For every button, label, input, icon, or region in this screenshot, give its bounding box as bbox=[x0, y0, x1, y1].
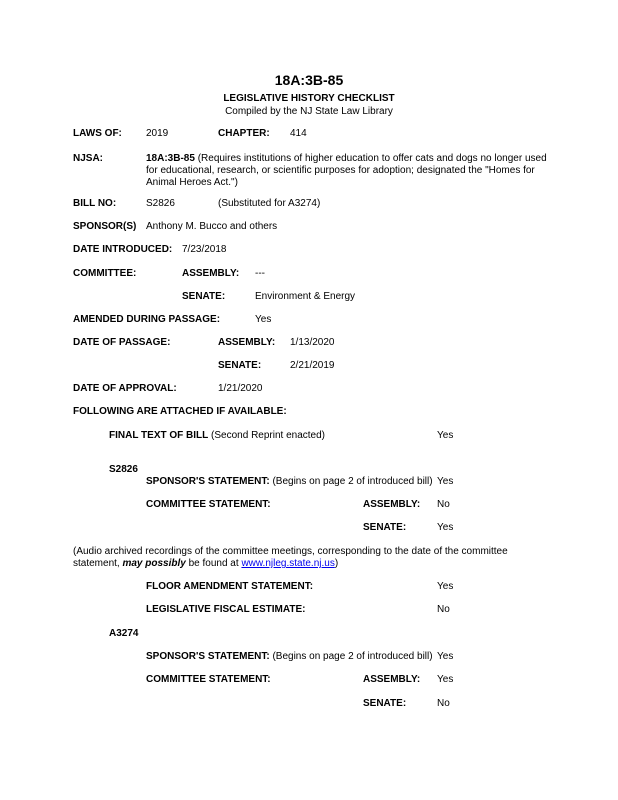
a3274-sponsor-label: SPONSOR'S STATEMENT: bbox=[146, 651, 270, 662]
chapter-value: 414 bbox=[290, 128, 307, 139]
njleg-link[interactable]: www.njleg.state.nj.us bbox=[241, 558, 335, 569]
s2826-senate-value: Yes bbox=[437, 522, 454, 533]
final-text-note: (Second Reprint enacted) bbox=[208, 430, 325, 441]
compiled-by: Compiled by the NJ State Law Library bbox=[225, 106, 393, 117]
audio-note-line1: (Audio archived recordings of the committee meetings, corresponding to the date of the committee bbox=[73, 546, 508, 557]
audio-note-text-a: statement, bbox=[73, 558, 123, 569]
floor-amendment-value: Yes bbox=[437, 581, 454, 592]
floor-amendment-label: FLOOR AMENDMENT STATEMENT: bbox=[146, 581, 314, 592]
s2826-sponsor-label: SPONSOR'S STATEMENT: bbox=[146, 476, 270, 487]
njsa-label: NJSA: bbox=[73, 153, 104, 164]
chapter-label: CHAPTER: bbox=[218, 128, 270, 139]
a3274-senate-label: SENATE: bbox=[363, 698, 407, 709]
njsa-desc-line2: for educational, research, or scientific purposes for adoption; designated the "Homes for bbox=[146, 165, 535, 176]
checklist-heading: LEGISLATIVE HISTORY CHECKLIST bbox=[223, 93, 395, 104]
a3274-heading: A3274 bbox=[109, 628, 139, 639]
njsa-desc-line1: (Requires institutions of higher education to offer cats and dogs no longer used bbox=[194, 153, 547, 164]
sponsors-value: Anthony M. Bucco and others bbox=[146, 221, 278, 232]
audio-note-emphasis: may possibly bbox=[122, 558, 186, 569]
laws-of-label: LAWS OF: bbox=[73, 128, 122, 139]
a3274-committee-label: COMMITTEE STATEMENT: bbox=[146, 674, 271, 685]
fiscal-estimate-value: No bbox=[437, 604, 450, 615]
njsa-code: 18A:3B-85 bbox=[146, 153, 195, 164]
amended-label: AMENDED DURING PASSAGE: bbox=[73, 314, 221, 325]
s2826-sponsor-value: Yes bbox=[437, 476, 454, 487]
date-introduced-value: 7/23/2018 bbox=[182, 244, 227, 255]
bill-no-label: BILL NO: bbox=[73, 198, 117, 209]
amended-value: Yes bbox=[255, 314, 272, 325]
s2826-sponsor-row bbox=[146, 476, 433, 488]
s2826-senate-label: SENATE: bbox=[363, 522, 407, 533]
s2826-sponsor-note: (Begins on page 2 of introduced bill) bbox=[269, 476, 433, 487]
passage-label: DATE OF PASSAGE: bbox=[73, 337, 171, 348]
approval-value: 1/21/2020 bbox=[218, 383, 263, 394]
page-title: 18A:3B-85 bbox=[274, 72, 344, 88]
committee-senate-label: SENATE: bbox=[182, 291, 226, 302]
passage-senate-label: SENATE: bbox=[218, 360, 262, 371]
a3274-assembly-value: Yes bbox=[437, 674, 454, 685]
a3274-assembly-label: ASSEMBLY: bbox=[363, 674, 421, 685]
passage-assembly-label: ASSEMBLY: bbox=[218, 337, 276, 348]
s2826-committee-label: COMMITTEE STATEMENT: bbox=[146, 499, 271, 510]
audio-note-line2 bbox=[73, 558, 338, 570]
s2826-heading: S2826 bbox=[109, 464, 138, 475]
attached-heading: FOLLOWING ARE ATTACHED IF AVAILABLE: bbox=[73, 406, 287, 417]
passage-assembly-value: 1/13/2020 bbox=[290, 337, 335, 348]
passage-senate-value: 2/21/2019 bbox=[290, 360, 335, 371]
committee-label: COMMITTEE: bbox=[73, 268, 137, 279]
s2826-assembly-label: ASSEMBLY: bbox=[363, 499, 421, 510]
sponsors-label: SPONSOR(S) bbox=[73, 221, 137, 232]
approval-label: DATE OF APPROVAL: bbox=[73, 383, 177, 394]
final-text-row bbox=[109, 430, 325, 442]
a3274-sponsor-note: (Begins on page 2 of introduced bill) bbox=[269, 651, 433, 662]
audio-note-text-d: ) bbox=[334, 558, 339, 569]
committee-assembly-value: --- bbox=[255, 268, 265, 279]
date-introduced-label: DATE INTRODUCED: bbox=[73, 244, 173, 255]
a3274-senate-value: No bbox=[437, 698, 450, 709]
bill-no-note: (Substituted for A3274) bbox=[218, 198, 321, 209]
a3274-sponsor-value: Yes bbox=[437, 651, 454, 662]
final-text-value: Yes bbox=[437, 430, 454, 441]
a3274-sponsor-row bbox=[146, 651, 433, 663]
audio-note-text-c: be found at bbox=[185, 558, 242, 569]
final-text-label: FINAL TEXT OF BILL bbox=[109, 430, 209, 441]
committee-senate-value: Environment & Energy bbox=[255, 291, 356, 302]
s2826-assembly-value: No bbox=[437, 499, 450, 510]
laws-of-value: 2019 bbox=[146, 128, 169, 139]
committee-assembly-label: ASSEMBLY: bbox=[182, 268, 240, 279]
bill-no-value: S2826 bbox=[146, 198, 175, 209]
njsa-desc-line3: Animal Heroes Act.") bbox=[146, 177, 238, 188]
njsa-line1 bbox=[146, 153, 547, 165]
fiscal-estimate-label: LEGISLATIVE FISCAL ESTIMATE: bbox=[146, 604, 306, 615]
